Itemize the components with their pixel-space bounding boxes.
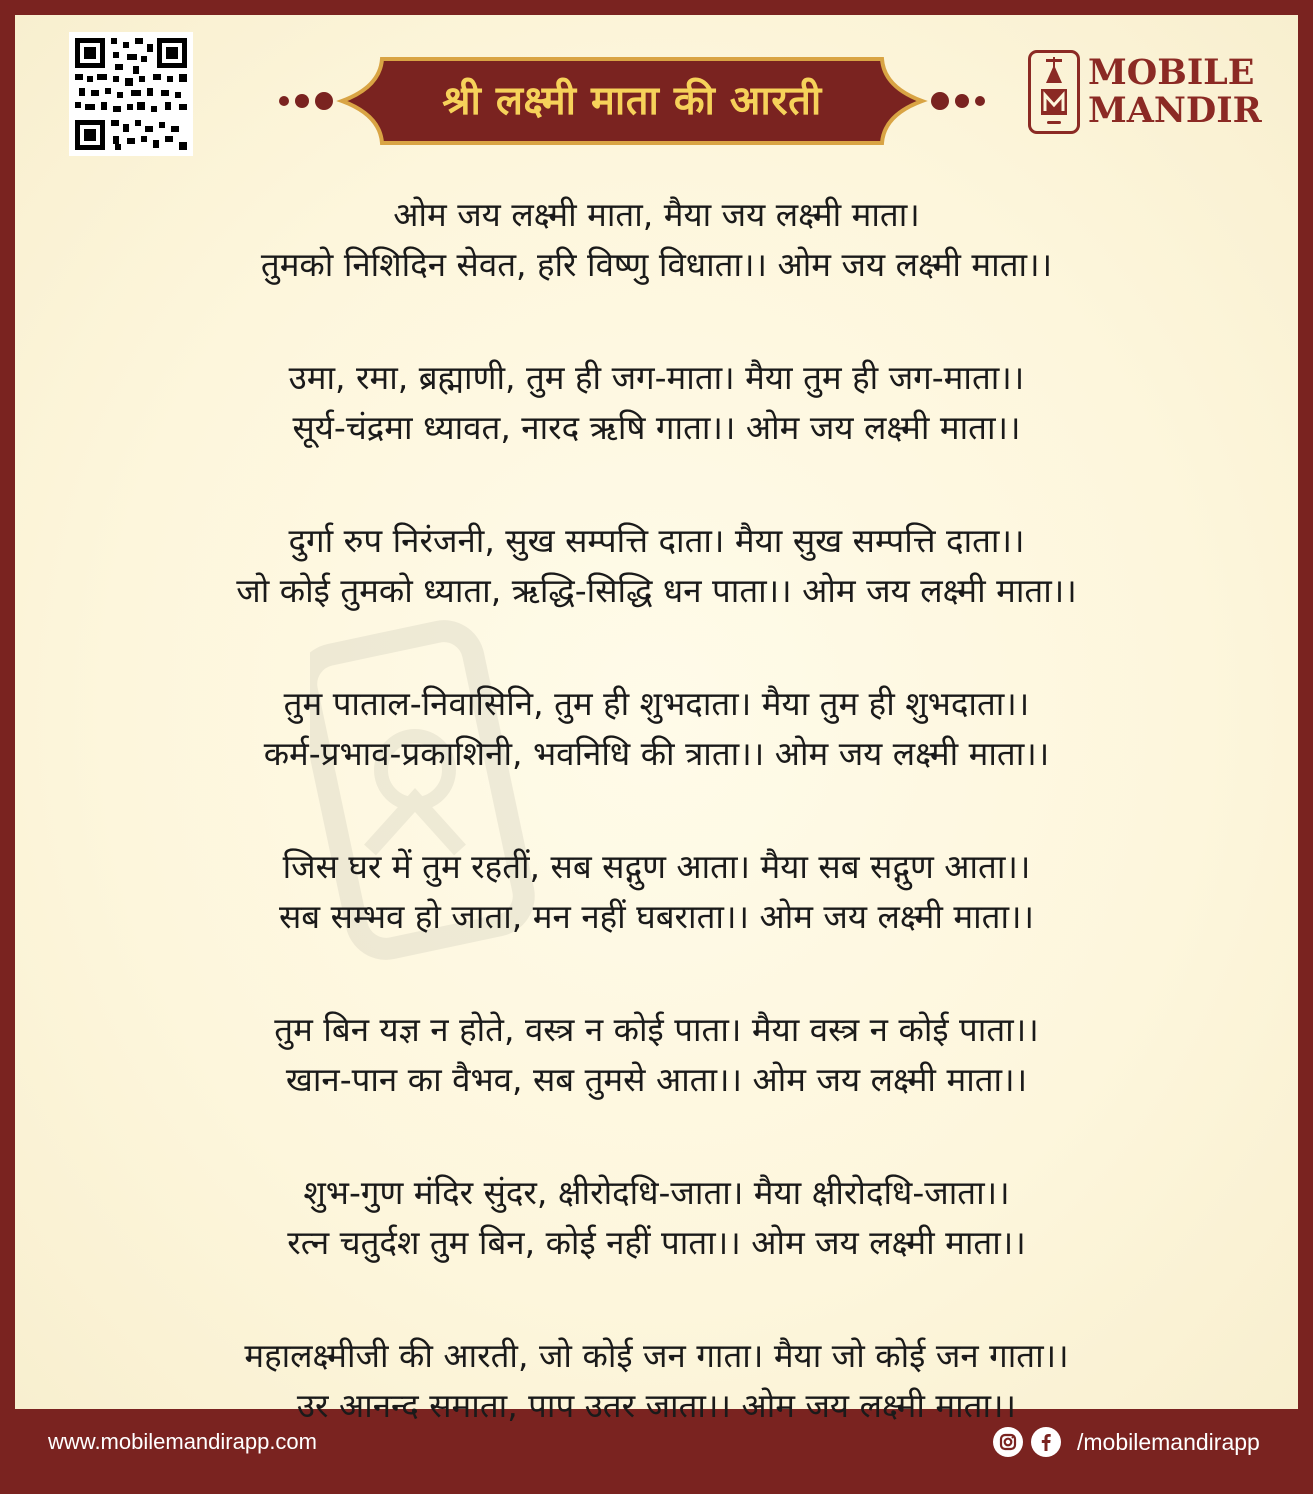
- verse-line: उमा, रमा, ब्रह्माणी, तुम ही जग-माता। मैया तुम ही जग-माता।।: [288, 358, 1025, 397]
- verse-line: कर्म-प्रभाव-प्रकाशिनी, भवनिधि की त्राता।। ओम जय लक्ष्मी माता।।: [263, 734, 1050, 773]
- verse-line: शुभ-गुण मंदिर सुंदर, क्षीरोदधि-जाता। मैया क्षीरोदधि-जाता।।: [303, 1173, 1010, 1212]
- verse-line: दुर्गा रुप निरंजनी, सुख सम्पत्ति दाता। मैया सुख सम्पत्ति दाता।।: [288, 521, 1025, 560]
- aarti-verses: [0, 190, 1313, 1494]
- verse-line: तुम बिन यज्ञ न होते, वस्त्र न कोई पाता। मैया वस्त्र न कोई पाता।।: [274, 1010, 1039, 1049]
- verse-line: तुमको निशिदिन सेवत, हरि विष्णु विधाता।। ओम जय लक्ष्मी माता।।: [260, 245, 1053, 284]
- social-links: [993, 1427, 1260, 1459]
- logo-text: [1088, 54, 1262, 130]
- social-handle[interactable]: /mobilemandirapp: [1077, 1429, 1260, 1455]
- verse-line: सूर्य-चंद्रमा ध्यावत, नारद ऋषि गाता।। ओम जय लक्ष्मी माता।।: [292, 408, 1021, 447]
- verse-line: तुम पाताल-निवासिनि, तुम ही शुभदाता। मैया तुम ही शुभदाता।।: [283, 684, 1030, 723]
- temple-icon: [1028, 50, 1080, 134]
- verse-line: जिस घर में तुम रहतीं, सब सद्गुण आता। मैया सब सद्गुण आता।।: [282, 847, 1031, 886]
- mobile-mandir-logo: [1028, 50, 1262, 140]
- verse-line: रत्न चतुर्दश तुम बिन, कोई नहीं पाता।। ओम जय लक्ष्मी माता।।: [287, 1223, 1026, 1262]
- stanza: [0, 679, 1313, 779]
- verse-line: उर आनन्द समाता, पाप उतर जाता।। ओम जय लक्ष्मी माता।।: [296, 1386, 1017, 1425]
- facebook-icon[interactable]: [1031, 1427, 1061, 1457]
- website-link[interactable]: www.mobilemandirapp.com: [48, 1429, 317, 1454]
- stanza: [0, 1168, 1313, 1268]
- verse-line: जो कोई तुमको ध्याता, ऋद्धि-सिद्धि धन पाता।। ओम जय लक्ष्मी माता।।: [236, 571, 1077, 610]
- stanza: [0, 353, 1313, 453]
- stanza: [0, 190, 1313, 290]
- stanza: [0, 1005, 1313, 1105]
- logo-line-2: MANDIR: [1088, 90, 1262, 131]
- footer-bar: [0, 1409, 1313, 1477]
- stanza: [0, 842, 1313, 942]
- verse-line: सब सम्भव हो जाता, मन नहीं घबराता।। ओम जय लक्ष्मी माता।।: [278, 897, 1035, 936]
- verse-line: खान-पान का वैभव, सब तुमसे आता।। ओम जय लक्ष्मी माता।।: [285, 1060, 1028, 1099]
- title-banner: [272, 57, 992, 145]
- page-title: श्री लक्ष्मी माता की आरती: [442, 78, 822, 124]
- qr-code-icon: [69, 32, 193, 156]
- instagram-icon[interactable]: [993, 1427, 1023, 1457]
- stanza: [0, 516, 1313, 616]
- logo-line-1: MOBILE: [1088, 52, 1255, 93]
- verse-line: महालक्ष्मीजी की आरती, जो कोई जन गाता। मैया जो कोई जन गाता।।: [244, 1336, 1069, 1375]
- verse-line: ओम जय लक्ष्मी माता, मैया जय लक्ष्मी माता।: [393, 195, 920, 234]
